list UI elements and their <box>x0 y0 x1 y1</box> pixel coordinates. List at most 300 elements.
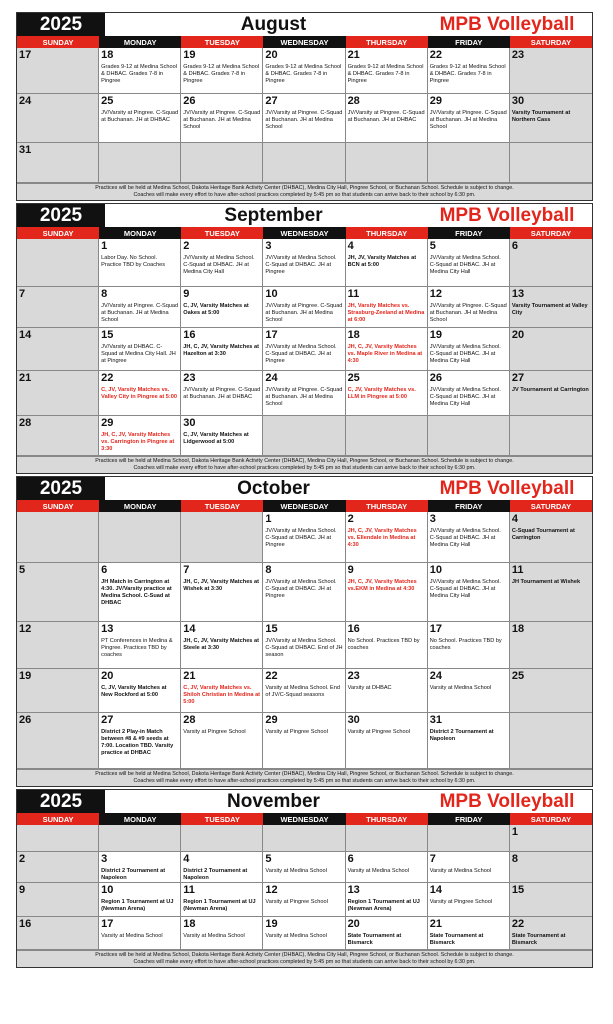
day-cell <box>17 713 99 769</box>
month-header <box>17 13 592 36</box>
day-number: 16 <box>183 329 196 341</box>
practice-note <box>17 950 592 967</box>
day-number: 30 <box>347 714 360 726</box>
day-cell <box>263 287 345 328</box>
weekday-tuesday: TUESDAY <box>181 500 263 512</box>
empty-cell <box>346 143 428 183</box>
day-cell <box>99 669 181 713</box>
event-text: JV/Varsity at Medina School. C-Squad at DHBAC. JH at Medina City Hall <box>429 344 501 364</box>
weekday-tuesday: TUESDAY <box>181 813 263 825</box>
day-cell <box>346 669 428 713</box>
weekday-tuesday: TUESDAY <box>181 227 263 239</box>
day-cell <box>510 287 592 328</box>
day-cell <box>346 512 428 563</box>
day-cell <box>428 852 510 883</box>
day-cell <box>346 917 428 950</box>
event-text: JV/Varsity at Pingree. C-Squad at Buchanan. JH at Medina School <box>265 303 343 323</box>
day-number: 4 <box>511 513 518 525</box>
year-label: 2025 <box>17 790 105 813</box>
event-text: JV/Varsity at Medina School. C-Squad at DHBAC. JH at Pingree <box>265 579 337 599</box>
empty-cell <box>17 512 99 563</box>
month-title: October <box>237 477 310 499</box>
day-number: 13 <box>511 288 525 300</box>
day-number: 12 <box>265 884 278 896</box>
event-text: JH, C, JV, Varsity Matches at Steele at 3:30 <box>183 638 259 651</box>
day-number: 26 <box>183 95 196 107</box>
day-number: 30 <box>183 417 196 429</box>
day-number: 30 <box>511 95 525 107</box>
day-cell <box>181 48 263 94</box>
day-cell <box>428 669 510 713</box>
day-number: 15 <box>265 623 278 635</box>
day-cell <box>17 416 99 456</box>
day-cell <box>428 371 510 416</box>
day-number: 15 <box>101 329 114 341</box>
practice-note <box>17 769 592 786</box>
day-number: 25 <box>347 372 360 384</box>
event-text: Varsity at Medina School <box>183 933 245 939</box>
empty-cell <box>181 512 263 563</box>
weekday-wednesday: WEDNESDAY <box>263 500 345 512</box>
day-cell <box>99 622 181 669</box>
day-cell <box>17 622 99 669</box>
day-number: 25 <box>101 95 114 107</box>
day-number: 19 <box>19 670 32 682</box>
weekday-saturday: SATURDAY <box>510 813 592 825</box>
day-cell <box>99 563 181 622</box>
day-number: 1 <box>101 240 108 252</box>
day-number: 22 <box>511 918 525 930</box>
day-number: 5 <box>265 853 272 865</box>
day-cell <box>346 371 428 416</box>
day-cell <box>181 622 263 669</box>
empty-cell <box>346 416 428 456</box>
weekday-sunday: SUNDAY <box>17 500 99 512</box>
event-text: JH, C, JV, Varsity Matches vs. Ellendale in Medina at 4:30 <box>347 528 417 548</box>
day-cell <box>346 622 428 669</box>
day-number: 29 <box>429 95 442 107</box>
day-cell <box>346 713 428 769</box>
day-number: 23 <box>347 670 360 682</box>
day-number: 28 <box>183 714 196 726</box>
day-cell <box>510 669 592 713</box>
day-cell <box>428 917 510 950</box>
day-cell <box>263 512 345 563</box>
day-cell <box>263 917 345 950</box>
day-cell <box>181 94 263 143</box>
empty-cell <box>510 416 592 456</box>
day-number: 28 <box>19 417 32 429</box>
event-text: JV/Varsity at Medina School. C-Squad at DHBAC. End of JH season <box>265 638 343 658</box>
day-number: 26 <box>429 372 442 384</box>
event-text: C, JV, Varsity Matches at New Rockford at 5:00 <box>101 685 167 698</box>
day-cell <box>263 622 345 669</box>
event-text: JV/Varsity at Pingree. C-Squad at Buchanan. JH at Medina School <box>265 387 343 407</box>
day-cell <box>428 713 510 769</box>
day-cell <box>263 48 345 94</box>
event-text: Varsity at Pingree School <box>265 729 328 735</box>
day-cell <box>17 669 99 713</box>
event-text: Grades 9-12 at Medina School & DHBAC. Grades 7-8 in Pingree <box>265 64 342 84</box>
day-cell <box>17 328 99 371</box>
day-cell <box>99 883 181 917</box>
day-cell <box>428 622 510 669</box>
day-number: 4 <box>347 240 354 252</box>
event-text: JV/Varsity at Pingree. C-Squad at Buchanan. JH at DHBAC <box>347 110 425 123</box>
year-label: 2025 <box>17 13 105 36</box>
day-number: 20 <box>101 670 114 682</box>
event-text: JV/Varsity at Medina School. C-Squad at DHBAC. JH at Medina City Hall <box>183 255 255 275</box>
day-cell <box>428 328 510 371</box>
event-text: Grades 9-12 at Medina School & DHBAC. Grades 7-8 in Pingree <box>347 64 424 84</box>
practice-note <box>17 456 592 473</box>
event-text: JH, Varsity Matches vs. Strasburg-Zeeland at Medina at 6:00 <box>347 303 425 323</box>
month-grid <box>17 239 592 456</box>
month-october <box>16 476 593 787</box>
event-text: C, JV, Varsity Matches vs. Shiloh Christian in Medina at 5:00 <box>183 685 261 705</box>
day-number: 18 <box>101 49 114 61</box>
month-grid <box>17 48 592 183</box>
day-number: 1 <box>265 513 272 525</box>
day-number: 2 <box>19 853 26 865</box>
day-number: 17 <box>429 623 442 635</box>
day-number: 2 <box>183 240 190 252</box>
event-text: No School. Practices TBD by coaches <box>347 638 420 651</box>
event-text: Varsity at Pingree School <box>347 729 410 735</box>
event-text: JV Tournament at Carrington <box>511 387 589 393</box>
day-cell <box>510 328 592 371</box>
day-cell <box>17 48 99 94</box>
event-text: PT Conferences in Medina & Pingree. Practices TBD by coaches <box>101 638 173 658</box>
empty-cell <box>428 416 510 456</box>
weekday-saturday: SATURDAY <box>510 36 592 48</box>
brand-title: MPB Volleyball <box>439 204 575 226</box>
event-text: District 2 Play-in Match between #8 & #9 seeds at 7:00. Location TBD. Varsity practice at DHBAC <box>101 729 174 756</box>
day-cell <box>181 328 263 371</box>
event-text: JH, C, JV, Varsity Matches at Hazelton at 3:30 <box>183 344 259 357</box>
day-cell <box>346 94 428 143</box>
day-cell <box>346 883 428 917</box>
month-title: September <box>224 204 323 226</box>
day-number: 9 <box>19 884 26 896</box>
day-number: 29 <box>265 714 278 726</box>
weekday-sunday: SUNDAY <box>17 813 99 825</box>
day-number: 8 <box>265 564 272 576</box>
day-cell <box>99 48 181 94</box>
day-number: 26 <box>19 714 32 726</box>
month-title: November <box>227 790 320 812</box>
day-number: 17 <box>19 49 32 61</box>
day-number: 24 <box>19 95 32 107</box>
day-number: 8 <box>511 853 518 865</box>
day-number: 17 <box>265 329 278 341</box>
day-number: 25 <box>511 670 525 682</box>
day-cell <box>99 917 181 950</box>
event-text: JH Tournament at Wishek <box>511 579 581 585</box>
event-text: Varsity Tournament at Valley City <box>511 303 588 316</box>
brand-title: MPB Volleyball <box>439 13 575 35</box>
event-text: Labor Day. No School. Practice TBD by Coaches <box>101 255 166 268</box>
day-number: 7 <box>183 564 190 576</box>
event-text: JV/Varsity at Medina School. C-Squad at DHBAC. JH at Medina City Hall <box>429 528 501 548</box>
practice-note-line: Coaches will make every effort to have after-school practices completed by 5:45 pm so that students can arrive back to their school by 6:30 pm. <box>133 465 476 471</box>
day-cell <box>181 852 263 883</box>
day-number: 29 <box>101 417 114 429</box>
weekday-saturday: SATURDAY <box>510 500 592 512</box>
weekday-wednesday: WEDNESDAY <box>263 227 345 239</box>
day-cell <box>99 328 181 371</box>
event-text: Varsity at Medina School <box>429 868 492 874</box>
day-number: 24 <box>265 372 278 384</box>
day-cell <box>263 669 345 713</box>
day-number: 14 <box>429 884 442 896</box>
day-number: 2 <box>347 513 354 525</box>
weekday-monday: MONDAY <box>99 500 181 512</box>
day-cell <box>510 622 592 669</box>
weekday-saturday: SATURDAY <box>510 227 592 239</box>
weekday-header <box>17 227 592 239</box>
day-cell <box>181 287 263 328</box>
day-cell <box>181 917 263 950</box>
event-text: Varsity at DHBAC <box>347 685 392 691</box>
day-number: 18 <box>511 623 525 635</box>
day-cell <box>510 563 592 622</box>
event-text: JH, C, JV, Varsity Matches at Wishek at 3:30 <box>183 579 259 592</box>
day-number: 6 <box>511 240 518 252</box>
event-text: JV/Varsity at Medina School. C-Squad at DHBAC. JH at Pingree <box>265 344 337 364</box>
day-number: 23 <box>511 49 525 61</box>
month-grid <box>17 512 592 769</box>
day-number: 9 <box>347 564 354 576</box>
day-number: 18 <box>347 329 360 341</box>
empty-cell <box>181 143 263 183</box>
event-text: Region 1 Tournament at UJ (Newman Arena) <box>101 899 174 912</box>
month-november <box>16 789 593 968</box>
day-cell <box>17 563 99 622</box>
event-text: C, JV, Varsity Matches vs. LLM in Pingree at 5:00 <box>347 387 416 400</box>
day-cell <box>181 239 263 287</box>
event-text: JV/Varsity at Pingree. C-Squad at Buchanan. JH at Medina School <box>183 110 261 130</box>
weekday-monday: MONDAY <box>99 813 181 825</box>
weekday-thursday: THURSDAY <box>346 813 428 825</box>
day-number: 31 <box>429 714 442 726</box>
day-cell <box>263 328 345 371</box>
day-cell <box>17 287 99 328</box>
day-cell <box>428 883 510 917</box>
day-number: 6 <box>101 564 108 576</box>
event-text: No School. Practices TBD by coaches <box>429 638 502 651</box>
weekday-thursday: THURSDAY <box>346 500 428 512</box>
day-cell <box>263 239 345 287</box>
day-cell <box>17 143 99 183</box>
event-text: District 2 Tournament at Napoleon <box>429 729 494 742</box>
month-header <box>17 790 592 813</box>
event-text: Varsity at Medina School <box>429 685 492 691</box>
event-text: JV/Varsity at Pingree. C-Squad at Buchanan. JH at Medina School <box>101 303 179 323</box>
day-number: 14 <box>19 329 32 341</box>
day-cell <box>346 287 428 328</box>
day-number: 22 <box>101 372 114 384</box>
day-cell <box>510 239 592 287</box>
empty-cell <box>428 825 510 852</box>
day-cell <box>99 94 181 143</box>
day-number: 20 <box>347 918 360 930</box>
event-text: JV/Varsity at Medina School. C-Squad at DHBAC. JH at Medina City Hall <box>429 255 501 275</box>
day-cell <box>510 512 592 563</box>
event-text: Varsity at Medina School <box>265 868 327 874</box>
day-number: 1 <box>511 826 518 838</box>
day-cell <box>346 852 428 883</box>
empty-cell <box>510 713 592 769</box>
day-cell <box>17 94 99 143</box>
day-cell <box>428 563 510 622</box>
event-text: Varsity at Medina School. End of JV/C-Squad seasons <box>265 685 340 698</box>
year-label: 2025 <box>17 477 105 500</box>
weekday-wednesday: WEDNESDAY <box>263 36 345 48</box>
practice-note-line: Coaches will make every effort to have after-school practices completed by 5:45 pm so that students can arrive back to their school by 6:30 pm. <box>133 959 476 965</box>
day-number: 11 <box>183 884 195 896</box>
day-cell <box>346 328 428 371</box>
event-text: JH, C, JV, Varsity Matches vs. Carrington in Pingree at 3:30 <box>101 432 175 452</box>
day-cell <box>181 713 263 769</box>
day-number: 16 <box>347 623 360 635</box>
weekday-header <box>17 36 592 48</box>
day-cell <box>99 371 181 416</box>
empty-cell <box>99 512 181 563</box>
day-cell <box>181 669 263 713</box>
weekday-friday: FRIDAY <box>428 36 510 48</box>
weekday-header <box>17 813 592 825</box>
day-cell <box>510 48 592 94</box>
practice-note-line: Coaches will make every effort to have after-school practices completed by 5:45 pm so that students can arrive back to their school by 6:30 pm. <box>133 778 476 784</box>
day-number: 31 <box>19 144 32 156</box>
day-cell <box>181 416 263 456</box>
day-number: 11 <box>511 564 524 576</box>
day-cell <box>99 287 181 328</box>
day-number: 14 <box>183 623 196 635</box>
day-cell <box>17 852 99 883</box>
day-cell <box>428 239 510 287</box>
event-text: Varsity at Medina School <box>265 933 327 939</box>
day-number: 8 <box>101 288 108 300</box>
day-cell <box>346 563 428 622</box>
event-text: Varsity at Medina School <box>101 933 163 939</box>
event-text: JV/Varsity at Medina School. C-Squad at DHBAC. JH at Pingree <box>265 528 337 548</box>
event-text: Varsity Tournament at Northern Cass <box>511 110 571 123</box>
day-cell <box>181 883 263 917</box>
weekday-sunday: SUNDAY <box>17 227 99 239</box>
day-number: 17 <box>101 918 114 930</box>
practice-note-line: Practices will be held at Medina School, Dakota Heritage Bank Activity Center (DHBAC), Medina City Hall, Pingree School, or Buchanan School. Schedule is subject to change. <box>95 952 514 958</box>
day-number: 5 <box>19 564 26 576</box>
weekday-friday: FRIDAY <box>428 813 510 825</box>
event-text: JV/Varsity at Pingree. C-Squad at Buchanan. JH at Medina School <box>265 110 343 130</box>
day-cell <box>263 371 345 416</box>
day-number: 21 <box>429 918 442 930</box>
event-text: Grades 9-12 at Medina School & DHBAC. Grades 7-8 in Pingree <box>183 64 260 84</box>
event-text: C, JV, Varsity Matches vs. Valley City in Pingree at 5:00 <box>101 387 178 400</box>
empty-cell <box>181 825 263 852</box>
day-number: 28 <box>347 95 360 107</box>
empty-cell <box>99 825 181 852</box>
day-cell <box>99 713 181 769</box>
weekday-wednesday: WEDNESDAY <box>263 813 345 825</box>
day-number: 13 <box>101 623 114 635</box>
weekday-friday: FRIDAY <box>428 500 510 512</box>
day-number: 21 <box>19 372 32 384</box>
day-cell <box>263 852 345 883</box>
day-number: 10 <box>101 884 114 896</box>
day-cell <box>510 852 592 883</box>
day-cell <box>346 239 428 287</box>
weekday-thursday: THURSDAY <box>346 36 428 48</box>
event-text: JV/Varsity at Pingree. C-Squad at Buchanan. JH at Medina School <box>429 110 507 130</box>
weekday-friday: FRIDAY <box>428 227 510 239</box>
empty-cell <box>428 143 510 183</box>
calendar <box>16 12 593 968</box>
event-text: District 2 Tournament at Napoleon <box>183 868 248 881</box>
day-number: 7 <box>429 853 436 865</box>
day-number: 27 <box>101 714 114 726</box>
empty-cell <box>17 825 99 852</box>
event-text: JV/Varsity at Pingree. C-Squad at Buchanan. JH at DHBAC <box>183 387 261 400</box>
day-number: 10 <box>265 288 278 300</box>
empty-cell <box>17 239 99 287</box>
month-grid <box>17 825 592 950</box>
year-label: 2025 <box>17 204 105 227</box>
brand-title: MPB Volleyball <box>439 477 575 499</box>
day-number: 15 <box>511 884 525 896</box>
day-number: 18 <box>183 918 196 930</box>
brand-title: MPB Volleyball <box>439 790 575 812</box>
event-text: C, JV, Varsity Matches at Lidgerwood at 5:00 <box>183 432 249 445</box>
empty-cell <box>263 416 345 456</box>
day-number: 23 <box>183 372 196 384</box>
empty-cell <box>510 143 592 183</box>
day-cell <box>181 371 263 416</box>
event-text: C, JV, Varsity Matches at Oakes at 5:00 <box>183 303 249 316</box>
event-text: C-Squad Tournament at Carrington <box>511 528 575 541</box>
event-text: State Tournament at Bismarck <box>429 933 484 946</box>
event-text: JV/Varsity at Medina School. C-Squad at DHBAC. JH at Pingree <box>265 255 337 275</box>
event-text: Grades 9-12 at Medina School & DHBAC. Grades 7-8 in Pingree <box>101 64 178 84</box>
day-cell <box>99 416 181 456</box>
weekday-sunday: SUNDAY <box>17 36 99 48</box>
event-text: JV/Varsity at DHBAC. C-Squad at Medina City Hall. JH at Pingree <box>101 344 176 364</box>
empty-cell <box>99 143 181 183</box>
day-number: 4 <box>183 853 190 865</box>
month-september <box>16 203 593 474</box>
event-text: State Tournament at Bismarck <box>347 933 402 946</box>
day-cell <box>428 94 510 143</box>
day-number: 20 <box>511 329 525 341</box>
day-cell <box>181 563 263 622</box>
event-text: Varsity at Pingree School <box>265 899 328 905</box>
day-number: 16 <box>19 918 32 930</box>
event-text: JV/Varsity at Medina School. C-Squad at DHBAC. JH at Medina City Hall <box>429 579 501 599</box>
event-text: Varsity at Medina School <box>347 868 410 874</box>
day-cell <box>510 371 592 416</box>
day-cell <box>263 563 345 622</box>
day-cell <box>428 512 510 563</box>
event-text: JH, JV, Varsity Matches at BCN at 5:00 <box>347 255 417 268</box>
empty-cell <box>346 825 428 852</box>
day-number: 11 <box>347 288 360 300</box>
day-number: 21 <box>347 49 360 61</box>
day-number: 24 <box>429 670 442 682</box>
month-title: August <box>240 13 307 35</box>
day-cell <box>428 48 510 94</box>
